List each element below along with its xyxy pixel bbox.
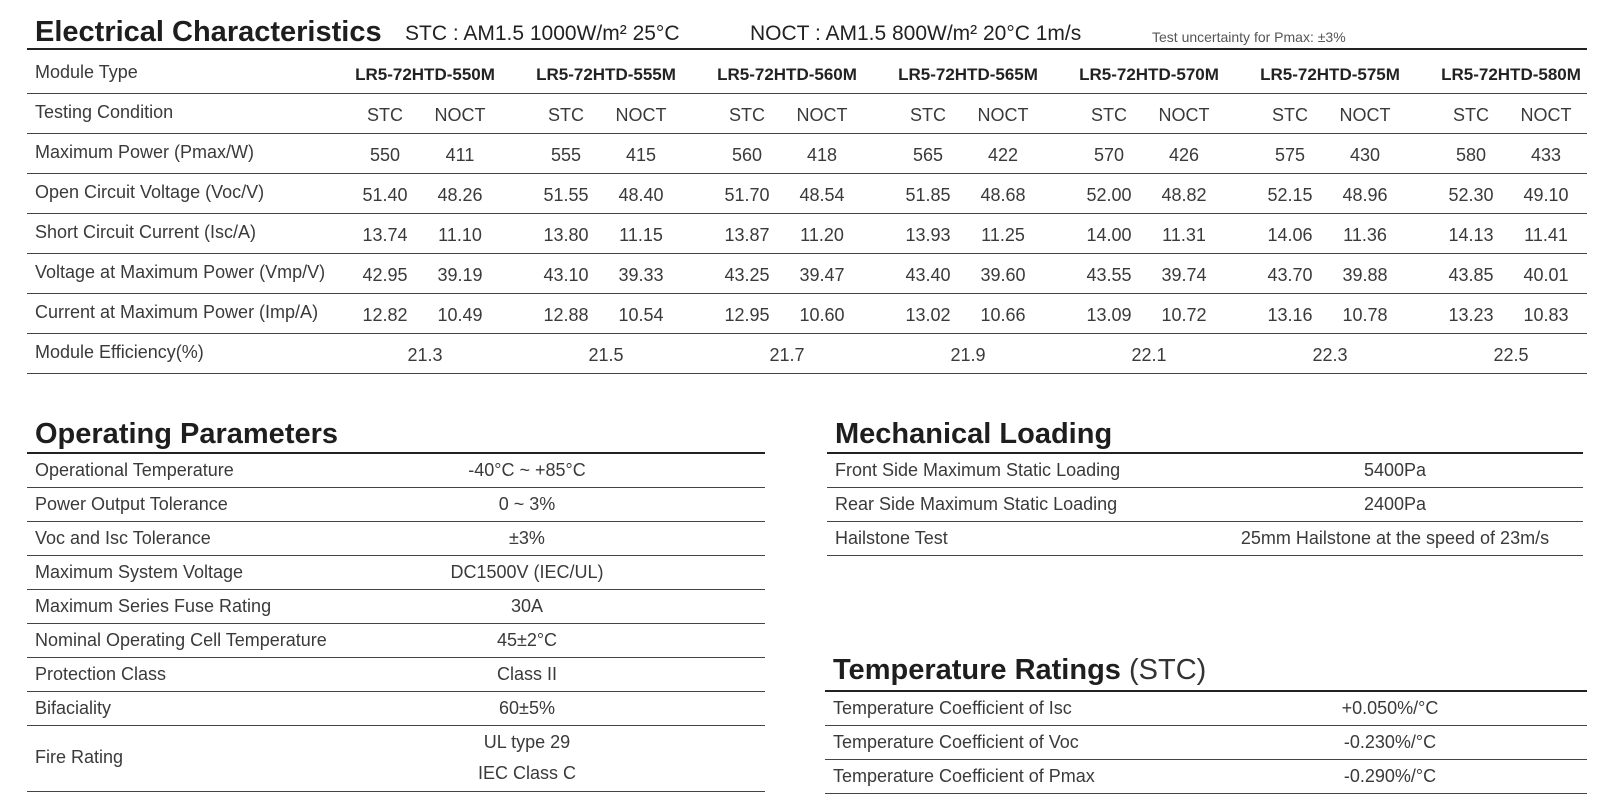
imp-stc-cell: 12.88 bbox=[543, 305, 589, 325]
electrical-top-rule bbox=[27, 48, 1587, 50]
efficiency-cell: 22.3 bbox=[1312, 345, 1348, 365]
condition-stc-cell: STC bbox=[729, 105, 765, 125]
module-type-cell: LR5-72HTD-570M bbox=[1079, 65, 1219, 84]
condition-noct-cell: NOCT bbox=[796, 105, 848, 125]
module-type-cell: LR5-72HTD-560M bbox=[717, 65, 857, 84]
operating-row-divider bbox=[27, 623, 765, 624]
isc-stc-cell: 14.13 bbox=[1448, 225, 1494, 245]
row-divider bbox=[27, 133, 1587, 134]
test-uncertainty-note: Test uncertainty for Pmax: ±3% bbox=[1152, 29, 1346, 45]
operating-param-label: Power Output Tolerance bbox=[35, 494, 228, 514]
isc-noct-cell: 11.36 bbox=[1343, 225, 1387, 245]
isc-stc-cell: 13.87 bbox=[724, 225, 770, 245]
vmp-noct-cell: 39.88 bbox=[1342, 265, 1388, 285]
voc-noct-cell: 48.82 bbox=[1161, 185, 1207, 205]
voc-stc-cell: 51.40 bbox=[362, 185, 408, 205]
condition-stc-cell: STC bbox=[1272, 105, 1308, 125]
voc-stc-cell: 52.00 bbox=[1086, 185, 1132, 205]
row-label: Current at Maximum Power (Imp/A) bbox=[35, 302, 319, 322]
vmp-noct-cell: 39.47 bbox=[799, 265, 845, 285]
operating-param-value: ±3% bbox=[509, 528, 545, 548]
row-label: Voltage at Maximum Power (Vmp/V) bbox=[35, 262, 326, 282]
imp-stc-cell: 12.82 bbox=[362, 305, 408, 325]
isc-stc-cell: 14.06 bbox=[1267, 225, 1313, 245]
operating-param-value: -40°C ~ +85°C bbox=[468, 460, 586, 480]
temperature-coefficient-label: Temperature Coefficient of Isc bbox=[833, 698, 1072, 718]
voc-noct-cell: 48.96 bbox=[1342, 185, 1388, 205]
condition-noct-cell: NOCT bbox=[1158, 105, 1210, 125]
condition-stc-cell: STC bbox=[1453, 105, 1489, 125]
imp-stc-cell: 13.16 bbox=[1267, 305, 1313, 325]
module-type-cell: LR5-72HTD-555M bbox=[536, 65, 676, 84]
imp-stc-cell: 13.02 bbox=[905, 305, 951, 325]
row-divider bbox=[27, 333, 1587, 334]
pmax-noct-cell: 418 bbox=[806, 145, 838, 165]
operating-row-divider bbox=[27, 487, 765, 488]
imp-noct-cell: 10.78 bbox=[1342, 305, 1388, 325]
operating-param-value: 0 ~ 3% bbox=[498, 494, 556, 514]
vmp-stc-cell: 43.70 bbox=[1267, 265, 1313, 285]
pmax-stc-cell: 575 bbox=[1274, 145, 1306, 165]
operating-param-label: Bifaciality bbox=[35, 698, 112, 718]
vmp-stc-cell: 42.95 bbox=[362, 265, 408, 285]
vmp-noct-cell: 39.19 bbox=[437, 265, 483, 285]
temperature-title-text: Temperature Ratings bbox=[833, 654, 1121, 686]
condition-noct-cell: NOCT bbox=[977, 105, 1029, 125]
voc-stc-cell: 51.55 bbox=[543, 185, 589, 205]
pmax-stc-cell: 555 bbox=[550, 145, 582, 165]
pmax-noct-cell: 422 bbox=[987, 145, 1019, 165]
voc-noct-cell: 48.26 bbox=[437, 185, 483, 205]
imp-noct-cell: 10.49 bbox=[437, 305, 483, 325]
temperature-coefficient-value: +0.050%/°C bbox=[1341, 698, 1439, 718]
operating-bottom-rule bbox=[27, 791, 765, 792]
imp-noct-cell: 10.72 bbox=[1161, 305, 1207, 325]
voc-noct-cell: 48.40 bbox=[618, 185, 664, 205]
row-label: Testing Condition bbox=[35, 102, 174, 122]
isc-noct-cell: 11.15 bbox=[619, 225, 663, 245]
operating-row-divider bbox=[27, 725, 765, 726]
mechanical-value: 5400Pa bbox=[1363, 460, 1427, 480]
voc-stc-cell: 52.30 bbox=[1448, 185, 1494, 205]
mechanical-row-divider bbox=[827, 487, 1583, 488]
vmp-stc-cell: 43.40 bbox=[905, 265, 951, 285]
voc-noct-cell: 48.68 bbox=[980, 185, 1026, 205]
row-divider bbox=[27, 93, 1587, 94]
pmax-stc-cell: 560 bbox=[731, 145, 763, 165]
operating-row-divider bbox=[27, 589, 765, 590]
pmax-stc-cell: 570 bbox=[1093, 145, 1125, 165]
pmax-noct-cell: 433 bbox=[1530, 145, 1562, 165]
condition-noct-cell: NOCT bbox=[434, 105, 486, 125]
row-divider bbox=[27, 253, 1587, 254]
isc-stc-cell: 14.00 bbox=[1086, 225, 1132, 245]
mechanical-top-rule bbox=[827, 452, 1583, 454]
vmp-noct-cell: 40.01 bbox=[1523, 265, 1569, 285]
operating-row-divider bbox=[27, 521, 765, 522]
pmax-noct-cell: 415 bbox=[625, 145, 657, 165]
fire-rating-label: Fire Rating bbox=[35, 747, 124, 767]
voc-noct-cell: 48.54 bbox=[799, 185, 845, 205]
mechanical-value: 2400Pa bbox=[1363, 494, 1427, 514]
imp-noct-cell: 10.54 bbox=[618, 305, 664, 325]
operating-param-label: Maximum System Voltage bbox=[35, 562, 244, 582]
voc-stc-cell: 51.70 bbox=[724, 185, 770, 205]
condition-noct-cell: NOCT bbox=[1520, 105, 1572, 125]
operating-param-label: Operational Temperature bbox=[35, 460, 234, 480]
efficiency-cell: 22.5 bbox=[1493, 345, 1529, 365]
module-type-cell: LR5-72HTD-565M bbox=[898, 65, 1038, 84]
operating-param-label: Maximum Series Fuse Rating bbox=[35, 596, 272, 616]
efficiency-cell: 21.7 bbox=[769, 345, 805, 365]
isc-stc-cell: 13.80 bbox=[543, 225, 589, 245]
mechanical-row-divider bbox=[827, 521, 1583, 522]
row-divider bbox=[27, 373, 1587, 374]
isc-noct-cell: 11.31 bbox=[1162, 225, 1206, 245]
row-divider bbox=[27, 293, 1587, 294]
temperature-title bbox=[833, 654, 1206, 686]
operating-row-divider bbox=[27, 691, 765, 692]
operating-param-value: 45±2°C bbox=[496, 630, 558, 650]
efficiency-cell: 22.1 bbox=[1131, 345, 1167, 365]
temperature-row-divider bbox=[825, 759, 1587, 760]
voc-stc-cell: 52.15 bbox=[1267, 185, 1313, 205]
operating-param-label: Nominal Operating Cell Temperature bbox=[35, 630, 327, 650]
operating-param-value: DC1500V (IEC/UL) bbox=[450, 562, 604, 582]
temperature-title-suffix: (STC) bbox=[1128, 654, 1207, 686]
row-divider bbox=[27, 213, 1587, 214]
mechanical-label: Front Side Maximum Static Loading bbox=[835, 460, 1121, 480]
module-type-cell: LR5-72HTD-575M bbox=[1260, 65, 1400, 84]
module-type-cell: LR5-72HTD-580M bbox=[1441, 65, 1581, 84]
imp-stc-cell: 13.23 bbox=[1448, 305, 1494, 325]
mechanical-label: Hailstone Test bbox=[835, 528, 948, 548]
vmp-noct-cell: 39.60 bbox=[980, 265, 1026, 285]
temperature-row-divider bbox=[825, 725, 1587, 726]
mechanical-label: Rear Side Maximum Static Loading bbox=[835, 494, 1118, 514]
pmax-stc-cell: 565 bbox=[912, 145, 944, 165]
efficiency-cell: 21.9 bbox=[950, 345, 986, 365]
isc-noct-cell: 11.20 bbox=[800, 225, 844, 245]
temperature-coefficient-label: Temperature Coefficient of Voc bbox=[833, 732, 1079, 752]
vmp-stc-cell: 43.10 bbox=[543, 265, 589, 285]
isc-stc-cell: 13.74 bbox=[362, 225, 408, 245]
temperature-row-divider bbox=[825, 793, 1587, 794]
stc-conditions: STC : AM1.5 1000W/m² 25°C bbox=[405, 22, 680, 45]
condition-stc-cell: STC bbox=[367, 105, 403, 125]
condition-noct-cell: NOCT bbox=[1339, 105, 1391, 125]
operating-row-divider bbox=[27, 555, 765, 556]
pmax-noct-cell: 411 bbox=[445, 145, 475, 165]
row-label: Module Efficiency(%) bbox=[35, 342, 204, 362]
mechanical-title: Mechanical Loading bbox=[835, 418, 1113, 450]
operating-title: Operating Parameters bbox=[35, 418, 339, 450]
row-label: Maximum Power (Pmax/W) bbox=[35, 142, 255, 162]
condition-noct-cell: NOCT bbox=[615, 105, 667, 125]
operating-row-divider bbox=[27, 657, 765, 658]
condition-stc-cell: STC bbox=[1091, 105, 1127, 125]
isc-noct-cell: 11.41 bbox=[1524, 225, 1568, 245]
isc-noct-cell: 11.10 bbox=[438, 225, 482, 245]
operating-param-value: 60±5% bbox=[499, 698, 555, 718]
operating-param-label: Protection Class bbox=[35, 664, 167, 684]
temperature-coefficient-value: -0.230%/°C bbox=[1343, 732, 1437, 752]
noct-conditions: NOCT : AM1.5 800W/m² 20°C 1m/s bbox=[750, 22, 1082, 45]
temperature-coefficient-value: -0.290%/°C bbox=[1343, 766, 1437, 786]
condition-stc-cell: STC bbox=[910, 105, 946, 125]
mechanical-row-divider bbox=[827, 555, 1583, 556]
imp-stc-cell: 12.95 bbox=[724, 305, 770, 325]
fire-rating-value-1: UL type 29 bbox=[483, 732, 571, 752]
operating-top-rule bbox=[27, 452, 765, 454]
vmp-stc-cell: 43.85 bbox=[1448, 265, 1494, 285]
imp-noct-cell: 10.83 bbox=[1523, 305, 1569, 325]
temperature-coefficient-label: Temperature Coefficient of Pmax bbox=[833, 766, 1095, 786]
row-label: Short Circuit Current (Isc/A) bbox=[35, 222, 257, 242]
temperature-top-rule bbox=[825, 690, 1587, 692]
electrical-title: Electrical Characteristics bbox=[35, 16, 382, 48]
operating-param-label: Voc and Isc Tolerance bbox=[35, 528, 211, 548]
voc-noct-cell: 49.10 bbox=[1523, 185, 1569, 205]
vmp-stc-cell: 43.25 bbox=[724, 265, 770, 285]
module-type-cell: LR5-72HTD-550M bbox=[355, 65, 495, 84]
pmax-stc-cell: 580 bbox=[1455, 145, 1487, 165]
isc-noct-cell: 11.25 bbox=[981, 225, 1025, 245]
pmax-noct-cell: 426 bbox=[1168, 145, 1200, 165]
isc-stc-cell: 13.93 bbox=[905, 225, 951, 245]
mechanical-value: 25mm Hailstone at the speed of 23m/s bbox=[1240, 528, 1550, 548]
operating-param-value: 30A bbox=[510, 596, 544, 616]
condition-stc-cell: STC bbox=[548, 105, 584, 125]
row-label: Open Circuit Voltage (Voc/V) bbox=[35, 182, 265, 202]
imp-stc-cell: 13.09 bbox=[1086, 305, 1132, 325]
row-divider bbox=[27, 173, 1587, 174]
voc-stc-cell: 51.85 bbox=[905, 185, 951, 205]
pmax-stc-cell: 550 bbox=[369, 145, 401, 165]
vmp-noct-cell: 39.33 bbox=[618, 265, 664, 285]
efficiency-cell: 21.3 bbox=[407, 345, 443, 365]
fire-rating-value-2: IEC Class C bbox=[477, 763, 577, 783]
efficiency-cell: 21.5 bbox=[588, 345, 624, 365]
row-label: Module Type bbox=[35, 62, 138, 82]
imp-noct-cell: 10.60 bbox=[799, 305, 845, 325]
imp-noct-cell: 10.66 bbox=[980, 305, 1026, 325]
pmax-noct-cell: 430 bbox=[1349, 145, 1381, 165]
vmp-stc-cell: 43.55 bbox=[1086, 265, 1132, 285]
vmp-noct-cell: 39.74 bbox=[1161, 265, 1207, 285]
operating-param-value: Class II bbox=[496, 664, 558, 684]
